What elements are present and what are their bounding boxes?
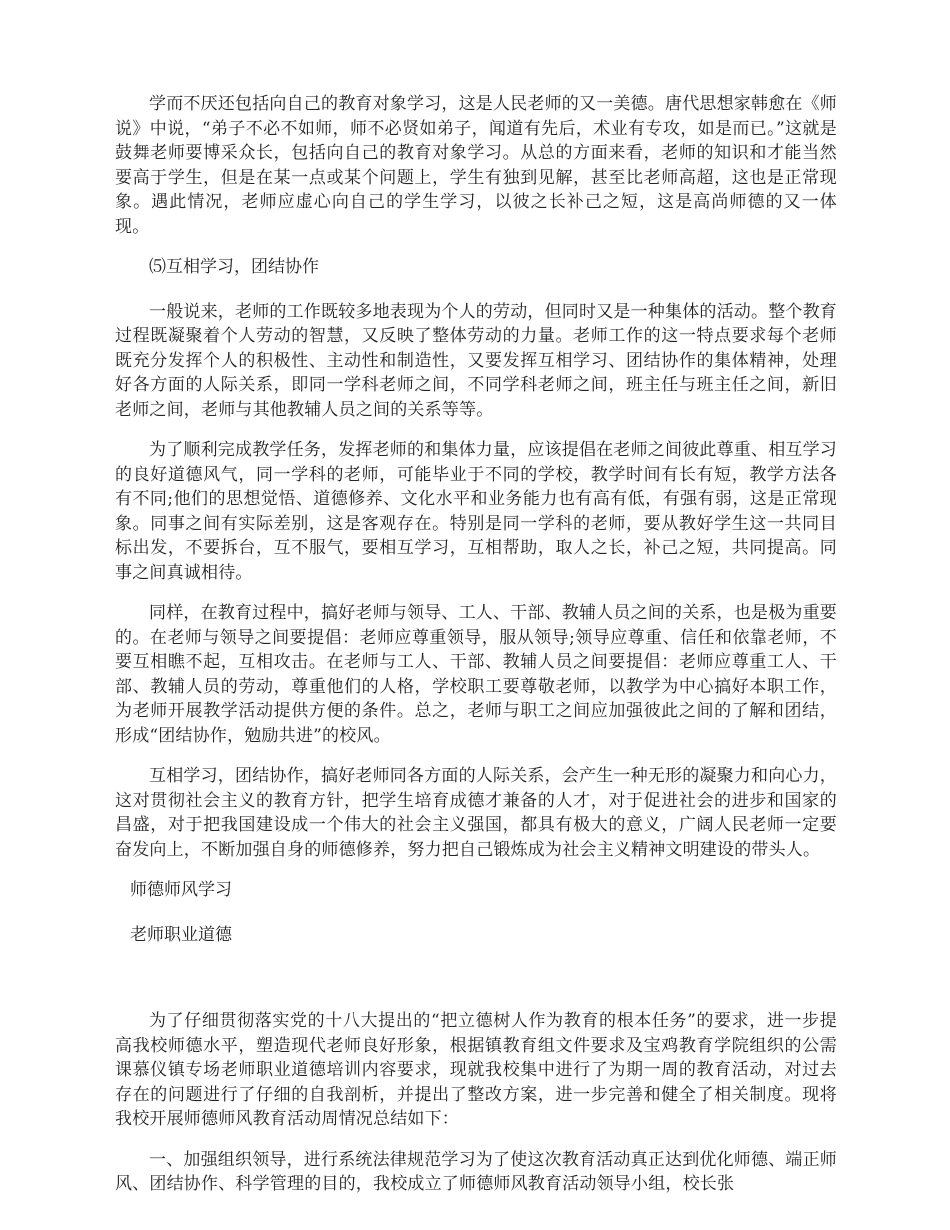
- spacer: [115, 967, 837, 1009]
- paragraph: 同样，在教育过程中，搞好老师与领导、工人、干部、教辅人员之间的关系，也是极为重要的。在老师与领导之间要提倡：老师应尊重领导，服从领导;领导应尊重、信任和依靠老师，不要互相瞧不起，互相攻击。在老师与工人、干部、教辅人员之间要提倡：老师应尊重工人、干部、教辅人员的劳动，尊重他们的人格，学校职工要尊敬老师，以教学为中心搞好本职工作，为老师开展教学活动提供方便的条件。总之，老师与职工之间应加强彼此之间的了解和团结，形成“团结协作，勉励共进”的校风。: [115, 603, 837, 746]
- paragraph: 学而不厌还包括向自己的教育对象学习，这是人民老师的又一美德。唐代思想家韩愈在《师说》中说，“弟子不必不如师，师不必贤如弟子，闻道有先后，术业有专攻，如是而已。”这就是鼓舞老师要博采众长，包括向自己的教育对象学习。从总的方面来看，老师的知识和才能当然要高于学生，但是在某一点或某个问题上，学生有独到见解，甚至比老师高超，这也是正常现象。遇此情况，老师应虚心向自己的学生学习，以彼之长补己之短，这是高尚师德的又一体现。: [115, 94, 837, 237]
- paragraph: 一般说来，老师的工作既较多地表现为个人的劳动，但同时又是一种集体的活动。整个教育过程既凝聚着个人劳动的智慧，又反映了整体劳动的力量。老师工作的这一特点要求每个老师既充分发挥个人的积极性、主动性和制造性，又要发挥互相学习、团结协作的集体精神，处理好各方面的人际关系，即同一学科老师之间，不同学科老师之间，班主任与班主任之间，新旧老师之间，老师与其他教辅人员之间的关系等等。: [115, 301, 837, 420]
- paragraph: 为了顺利完成教学任务，发挥老师的和集体力量，应该提倡在老师之间彼此尊重、相互学习的良好道德风气，同一学科的老师，可能毕业于不同的学校，教学时间有长有短，教学方法各有不同;他们的思想觉悟、道德修养、文化水平和业务能力也有高有低，有强有弱，这是正常现象。同事之间有实际差别，这是客观存在。特别是同一学科的老师，要从教好学生这一共同目标出发，不要拆台，互不服气，要相互学习，互相帮助，取人之长，补己之短，共同提高。同事之间真诚相待。: [115, 440, 837, 583]
- paragraph: 为了仔细贯彻落实党的十八大提出的“把立德树人作为教育的根本任务”的要求，进一步提高我校师德水平，塑造现代老师良好形象，根据镇教育组文件要求及宝鸡教育学院组织的公需课慕仪镇专场老师职业道德培训内容要求，现就我校集中进行了为期一周的教育活动，对过去存在的问题进行了仔细的自我剖析，并提出了整改方案，进一步完善和健全了相关制度。现将我校开展师德师风教育活动周情况总结如下：: [115, 1011, 837, 1129]
- paragraph: 互相学习，团结协作，搞好老师同各方面的人际关系，会产生一种无形的凝聚力和向心力，这对贯彻社会主义的教育方针，把学生培育成德才兼备的人才，对于促进社会的进步和国家的昌盛，对于把我国建设成一个伟大的社会主义强国，都具有极大的意义，广阔人民老师一定要奋发向上，不断加强自身的师德修养，努力把自己锻炼成为社会主义精神文明建设的带头人。: [115, 766, 837, 860]
- document-page: [115, 92, 837, 1213]
- paragraph: 一、加强组织领导，进行系统法律规范学习为了使这次教育活动真正达到优化师德、端正师风、团结协作、科学管理的目的，我校成立了师德师风教育活动领导小组，校长张: [115, 1149, 837, 1194]
- section-heading: ⑸互相学习，团结协作: [149, 257, 319, 277]
- section-label: 老师职业道德: [130, 924, 232, 945]
- section-label: 师德师风学习: [130, 880, 232, 900]
